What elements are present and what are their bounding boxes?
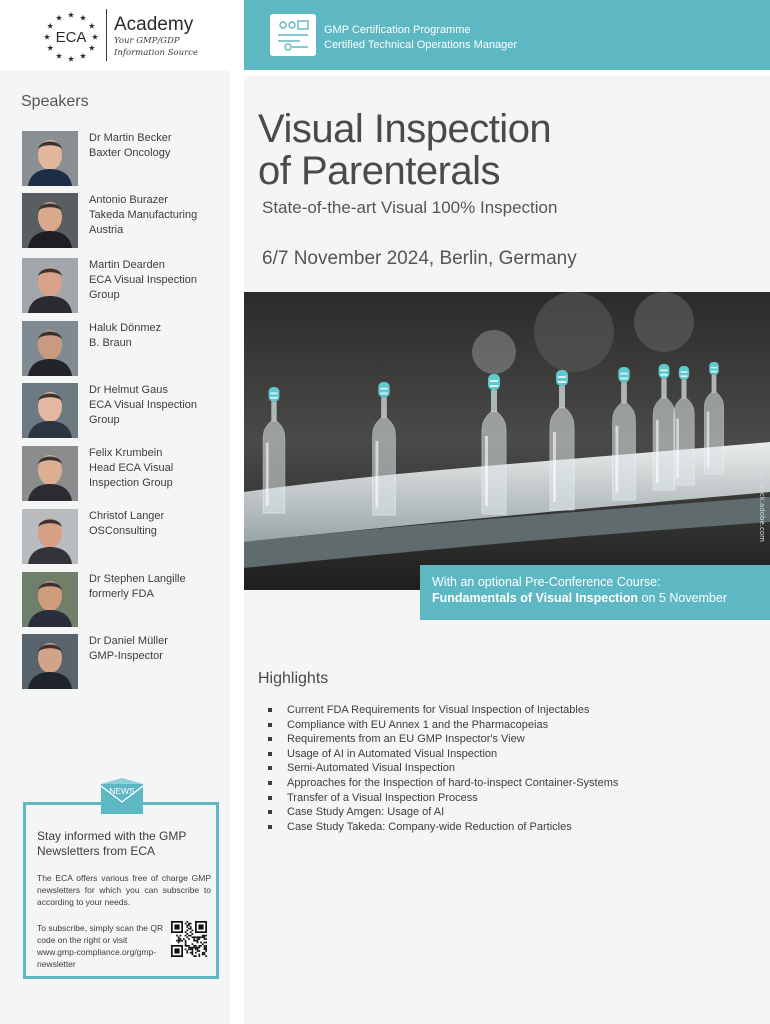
- highlight-text: Usage of AI in Automated Visual Inspection: [287, 747, 498, 760]
- speaker-name: Dr Daniel Müller: [89, 635, 168, 647]
- event-date: 6/7 November 2024, Berlin, Germany: [262, 248, 577, 269]
- highlight-item: [266, 761, 618, 776]
- speaker-info: [89, 383, 224, 428]
- speaker-name: Christof Langer: [89, 510, 165, 522]
- logo-name: Academy: [114, 14, 194, 35]
- programme-header-banner: [244, 0, 770, 70]
- speaker-name: Dr Stephen Langille: [89, 573, 186, 585]
- bullet-icon: [268, 752, 272, 756]
- highlight-text: Case Study Amgen: Usage of AI: [287, 806, 445, 819]
- logo-tagline-2: Information Source: [114, 48, 198, 58]
- logo-star-icon: [68, 56, 74, 62]
- highlight-item: [266, 805, 618, 820]
- speaker-name: Felix Krumbein: [89, 447, 163, 459]
- logo-divider: [106, 9, 107, 61]
- photo-credit: © stock.adobe.com: [758, 472, 766, 542]
- course-name: Fundamentals of Visual Inspection: [432, 591, 639, 605]
- header-line-2: Certified Technical Operations Manager: [324, 39, 518, 51]
- speaker-affiliation: Baxter Oncology: [89, 147, 171, 159]
- speaker-photo: [22, 321, 78, 376]
- ampoules-illustration: [244, 292, 770, 590]
- qr-code-icon[interactable]: [171, 921, 207, 957]
- speaker-photo: [22, 131, 78, 186]
- speaker-affiliation: B. Braun: [89, 337, 132, 349]
- speaker-name: Haluk Dönmez: [89, 322, 162, 334]
- bullet-icon: [268, 796, 272, 800]
- speaker-affiliation: ECA Visual Inspection Group: [89, 274, 198, 301]
- speaker-affiliation: GMP-Inspector: [89, 650, 163, 662]
- logo-tagline-1: Your GMP/GDP: [114, 36, 180, 46]
- speaker-affiliation: formerly FDA: [89, 588, 154, 600]
- svg-text:ECA: ECA: [55, 29, 87, 46]
- speaker-info: [89, 321, 224, 351]
- newsletter-body: The ECA offers various free of charge GMP newsletters for which you can subscribe to according to your needs.: [37, 873, 211, 907]
- logo-star-icon: [89, 45, 95, 51]
- highlight-text: Approaches for the Inspection of hard-to-inspect Container-Systems: [287, 776, 619, 789]
- speaker-name: Dr Martin Becker: [89, 132, 172, 144]
- bullet-icon: [268, 723, 272, 727]
- event-title: [258, 108, 551, 192]
- bullet-icon: [268, 766, 272, 770]
- speaker-affiliation: Takeda Manufacturing Austria: [89, 209, 198, 236]
- highlight-text: Requirements from an EU GMP Inspector's View: [287, 733, 525, 746]
- highlight-item: [266, 776, 618, 791]
- speaker-name: Martin Dearden: [89, 259, 165, 271]
- highlight-text: Current FDA Requirements for Visual Inspection of Injectables: [287, 704, 590, 716]
- speaker-info: [89, 509, 224, 539]
- speaker-item: [22, 383, 222, 439]
- highlights-heading: Highlights: [258, 670, 329, 687]
- bullet-icon: [268, 708, 272, 712]
- logo-star-icon: [92, 34, 98, 40]
- eca-academy-logo[interactable]: [0, 0, 230, 70]
- bullet-icon: [268, 825, 272, 829]
- speaker-affiliation: ECA Visual Inspection Group: [89, 399, 198, 426]
- eu-stars-logo-icon: [40, 8, 102, 64]
- speaker-photo: [22, 446, 78, 501]
- speaker-photo: [22, 634, 78, 689]
- speaker-item: [22, 131, 222, 187]
- logo-star-icon: [80, 53, 86, 59]
- speaker-info: [89, 634, 224, 664]
- news-badge-label: NEWS: [109, 786, 135, 796]
- highlight-item: [266, 791, 618, 806]
- speaker-name: Dr Helmut Gaus: [89, 384, 168, 396]
- logo-star-icon: [89, 23, 95, 29]
- logo-star-icon: [47, 23, 53, 29]
- speaker-item: [22, 321, 222, 377]
- bullet-icon: [268, 781, 272, 785]
- speaker-info: [89, 193, 224, 238]
- highlight-text: Transfer of a Visual Inspection Process: [287, 791, 478, 804]
- ampoules-photo: [244, 292, 770, 590]
- speaker-item: [22, 634, 222, 690]
- course-date: on 5 November: [638, 591, 727, 605]
- highlight-text: Semi-Automated Visual Inspection: [287, 762, 455, 775]
- speaker-affiliation: Head ECA Visual Inspection Group: [89, 462, 174, 489]
- logo-star-icon: [56, 15, 62, 21]
- newsletter-title: Stay informed with the GMP Newsletters from ECA: [37, 829, 187, 858]
- event-subtitle: State-of-the-art Visual 100% Inspection: [262, 198, 558, 217]
- event-title-line-1: Visual Inspection: [258, 107, 552, 151]
- logo-star-icon: [47, 45, 53, 51]
- highlights-list: [266, 703, 618, 834]
- speaker-item: [22, 258, 222, 314]
- highlight-item: [266, 820, 618, 835]
- logo-star-icon: [56, 53, 62, 59]
- newsletter-subscribe-text[interactable]: To subscribe, simply scan the QR code on the right or visit www.gmp-compliance.org/gmp-newsletter: [37, 923, 164, 969]
- event-title-line-2: of Parenterals: [258, 149, 501, 193]
- highlight-text: Case Study Takeda: Company-wide Reduction of Particles: [287, 820, 572, 833]
- speaker-photo: [22, 383, 78, 438]
- speaker-item: [22, 572, 222, 628]
- highlight-text: Compliance with EU Annex 1 and the Pharmacopeias: [287, 718, 549, 731]
- speaker-photo: [22, 509, 78, 564]
- speaker-item: [22, 446, 222, 502]
- speaker-photo: [22, 572, 78, 627]
- pre-conference-course-banner[interactable]: [420, 565, 770, 620]
- speaker-photo: [22, 193, 78, 248]
- speaker-item: [22, 193, 222, 249]
- speaker-item: [22, 509, 222, 565]
- course-intro: With an optional Pre-Conference Course:: [432, 575, 661, 589]
- bullet-icon: [268, 810, 272, 814]
- speaker-photo: [22, 258, 78, 313]
- highlight-item: [266, 732, 618, 747]
- logo-star-icon: [44, 34, 50, 40]
- certificate-icon: [270, 14, 316, 56]
- speaker-affiliation: OSConsulting: [89, 525, 157, 537]
- speaker-info: [89, 258, 224, 303]
- highlight-item: [266, 718, 618, 733]
- bullet-icon: [268, 737, 272, 741]
- speakers-heading: Speakers: [21, 93, 89, 110]
- speaker-info: [89, 131, 224, 161]
- news-envelope-icon: [100, 778, 144, 816]
- logo-star-icon: [80, 15, 86, 21]
- newsletter-box: [23, 802, 219, 979]
- logo-star-icon: [68, 12, 74, 18]
- speaker-name: Antonio Burazer: [89, 194, 168, 206]
- course-line: [432, 591, 727, 605]
- highlight-item: [266, 747, 618, 762]
- highlight-item: [266, 703, 618, 718]
- header-line-1: GMP Certification Programme: [324, 24, 471, 36]
- speaker-info: [89, 446, 224, 491]
- speaker-info: [89, 572, 224, 602]
